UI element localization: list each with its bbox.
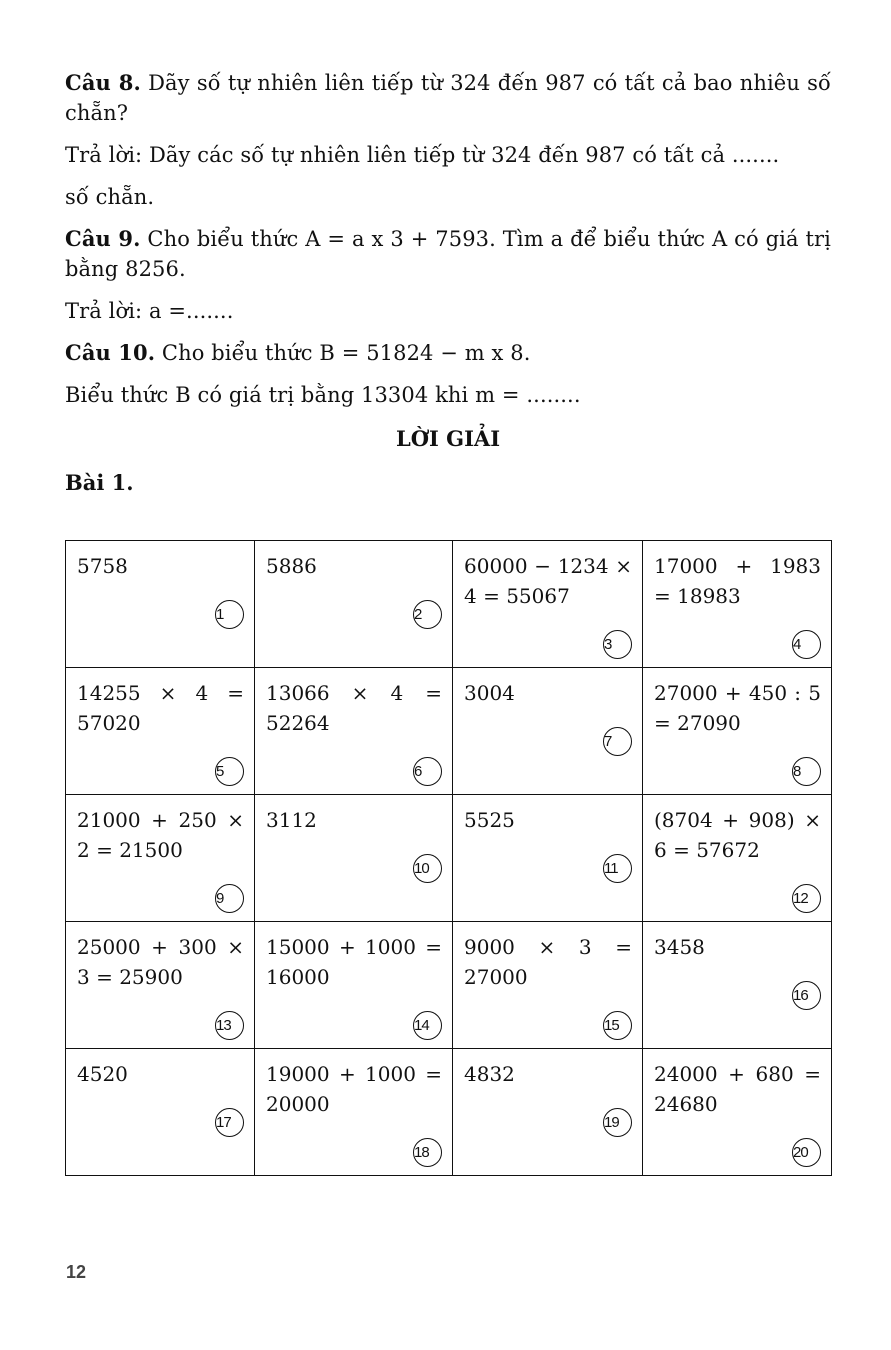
circled-number: 15	[603, 1011, 632, 1040]
cell-expression: 4520	[77, 1062, 128, 1086]
question-10	[65, 338, 831, 368]
grid-cell	[255, 541, 453, 668]
grid-cell	[255, 795, 453, 922]
grid-cell	[643, 922, 832, 1049]
cell-expression: 19000 + 1000 = 20000	[266, 1062, 442, 1116]
question-10-text: Cho biểu thức B = 51824 − m x 8.	[155, 341, 531, 365]
cell-expression: 3458	[654, 935, 705, 959]
grid-cell	[66, 1049, 255, 1176]
circled-number: 16	[792, 981, 821, 1010]
solution-heading: LỜI GIẢI	[395, 426, 501, 451]
circled-number: 5	[215, 757, 244, 786]
circled-number: 20	[792, 1138, 821, 1167]
question-section	[65, 68, 831, 498]
question-8-answer-line-1: Trả lời: Dãy các số tự nhiên liên tiếp từ 324 đến 987 có tất cả .......	[65, 143, 780, 167]
question-9-label: Câu 9.	[65, 226, 141, 251]
grid-cell	[66, 795, 255, 922]
grid-row	[66, 922, 832, 1049]
grid-cell	[453, 668, 643, 795]
grid-cell	[255, 922, 453, 1049]
cell-expression: 5525	[464, 808, 515, 832]
grid-row	[66, 795, 832, 922]
cell-expression: (8704 + 908) × 6 = 57672	[654, 808, 821, 862]
cell-expression: 3112	[266, 808, 317, 832]
grid-cell	[66, 922, 255, 1049]
circled-number: 7	[603, 727, 632, 756]
circled-number: 9	[215, 884, 244, 913]
answer-grid-body	[66, 541, 832, 1176]
question-8-answer-line-2: số chẵn.	[65, 185, 155, 209]
grid-cell	[66, 541, 255, 668]
grid-cell	[643, 795, 832, 922]
circled-number: 8	[792, 757, 821, 786]
grid-row	[66, 1049, 832, 1176]
cell-expression: 5758	[77, 554, 128, 578]
cell-expression: 21000 + 250 × 2 = 21500	[77, 808, 244, 862]
circled-number: 6	[413, 757, 442, 786]
grid-cell	[643, 668, 832, 795]
grid-row	[66, 541, 832, 668]
circled-number: 14	[413, 1011, 442, 1040]
grid-cell	[453, 922, 643, 1049]
question-8-text: Dãy số tự nhiên liên tiếp từ 324 đến 987 có tất cả bao nhiêu số chẵn?	[65, 71, 831, 125]
question-9-answer: Trả lời: a =.......	[65, 299, 234, 323]
circled-number: 4	[792, 630, 821, 659]
cell-expression: 24000 + 680 = 24680	[654, 1062, 821, 1116]
grid-cell	[255, 1049, 453, 1176]
question-10-answer: Biểu thức B có giá trị bằng 13304 khi m = ........	[65, 383, 581, 407]
solution-section-title: Bài 1.	[65, 470, 134, 495]
grid-cell	[453, 795, 643, 922]
cell-expression: 9000 × 3 = 27000	[464, 935, 632, 989]
cell-expression: 14255 × 4 = 57020	[77, 681, 244, 735]
page-number: 12	[66, 1262, 87, 1282]
answer-grid	[65, 540, 832, 1176]
cell-expression: 13066 × 4 = 52264	[266, 681, 442, 735]
circled-number: 1	[215, 600, 244, 629]
circled-number: 18	[413, 1138, 442, 1167]
circled-number: 2	[413, 600, 442, 629]
question-9	[65, 224, 831, 284]
circled-number: 12	[792, 884, 821, 913]
grid-cell	[453, 541, 643, 668]
cell-expression: 17000 + 1983 = 18983	[654, 554, 821, 608]
question-8-label: Câu 8.	[65, 70, 141, 95]
question-10-label: Câu 10.	[65, 340, 156, 365]
question-8	[65, 68, 831, 128]
cell-expression: 3004	[464, 681, 515, 705]
circled-number: 19	[603, 1108, 632, 1137]
question-9-text: Cho biểu thức A = a x 3 + 7593. Tìm a để biểu thức A có giá trị bằng 8256.	[65, 227, 831, 281]
cell-expression: 4832	[464, 1062, 515, 1086]
circled-number: 10	[413, 854, 442, 883]
cell-expression: 5886	[266, 554, 317, 578]
grid-cell	[453, 1049, 643, 1176]
grid-cell	[643, 1049, 832, 1176]
grid-cell	[255, 668, 453, 795]
cell-expression: 25000 + 300 × 3 = 25900	[77, 935, 244, 989]
circled-number: 17	[215, 1108, 244, 1137]
cell-expression: 60000 − 1234 × 4 = 55067	[464, 554, 632, 608]
grid-cell	[66, 668, 255, 795]
grid-cell	[643, 541, 832, 668]
grid-row	[66, 668, 832, 795]
circled-number: 13	[215, 1011, 244, 1040]
circled-number: 3	[603, 630, 632, 659]
cell-expression: 27000 + 450 : 5 = 27090	[654, 681, 821, 735]
cell-expression: 15000 + 1000 = 16000	[266, 935, 442, 989]
circled-number: 11	[603, 854, 632, 883]
